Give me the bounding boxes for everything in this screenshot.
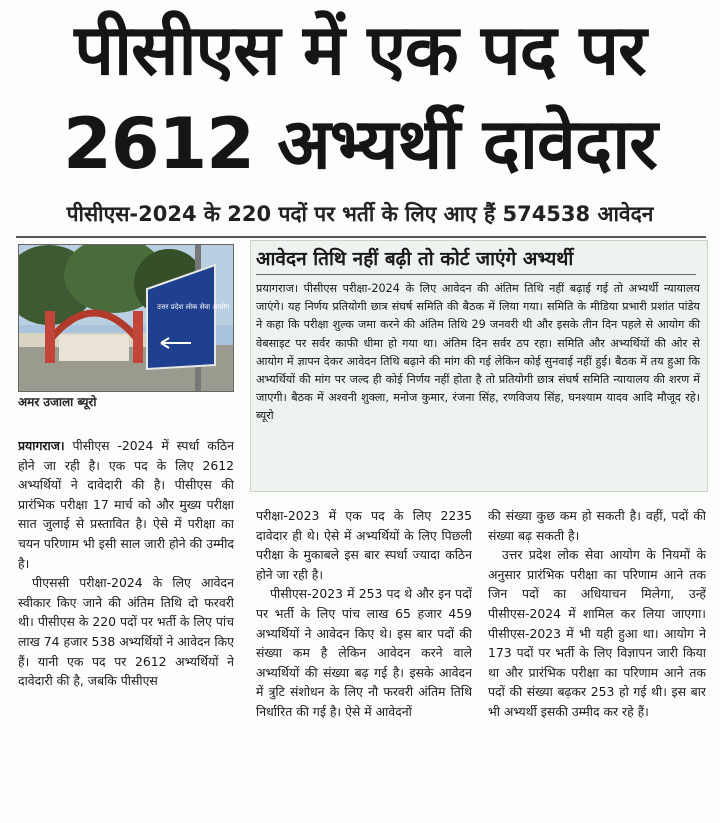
headline-line-1: पीसीएस में एक पद पर	[74, 9, 646, 91]
paragraph: उत्तर प्रदेश लोक सेवा आयोग के नियमों के अनुसार प्रारंभिक परीक्षा का परिणाम आने तक जिन पदों का अधियाचन मिलेगा, उन्हें पीसीएस-2024 में शामिल कर लिया जाएगा। पीसीएस-2023 में भी यही हुआ था। आयोग ने 173 पदों पर भर्ती के लिए विज्ञापन जारी किया था और प्रारंभिक परीक्षा का परिणाम आने तक पदों की संख्या बढ़कर 253 हो गई थी। इस बार भी अभ्यर्थी इसकी उम्मीद कर रहे हैं।	[488, 547, 706, 719]
dateline: प्रयागराज।	[18, 438, 65, 453]
article-column-3	[488, 506, 706, 820]
sidebar-box-body: प्रयागराज। पीसीएस परीक्षा-2024 के लिए आवेदन की अंतिम तिथि नहीं बढ़ाई गई तो अभ्यर्थी न्यायालय जाएंगे। यह निर्णय प्रतियोगी छात्र संघर्ष समिति की बैठक में लिया गया। समिति के मीडिया प्रभारी प्रशांत पांडेय ने कहा कि परीक्षा शुल्क जमा करने की अंतिम तिथि 29 जनवरी थी और इसके तीन दिन पहले से आयोग की वेबसाइट पर सर्वर काफी धीमा हो गया था। अंतिम दिन सर्वर ठप रहा। समिति और अभ्यर्थियों की ओर से आयोग में ज्ञापन देकर आवेदन तिथि बढ़ाने की मांग की गई लेकिन कोई सुनवाई नहीं हुई। बैठक में तय हुआ कि अभ्यर्थियों की मांग पर जल्द ही कोई निर्णय नहीं होता है तो प्रतियोगी छात्र संघर्ष समिति न्यायालय की शरण में जाएगी। बैठक में अश्वनी शुक्ला, मनोज कुमार, रंजना सिंह, रणविजय सिंह, घनश्याम यादव आदि मौजूद रहे। ब्यूरो	[256, 282, 700, 423]
paragraph: पीसीएस -2024 में स्पर्धा कठिन होने जा रही है। एक पद के लिए 2612 अभ्यर्थियों ने दावेदारी की है। पीसीएस की प्रारंभिक परीक्षा 17 मार्च को और मुख्य परीक्षा सात जुलाई से प्रस्तावित है। ऐसे में परीक्षा का चयन परिणाम भी इसी साल जारी होने की उम्मीद है।	[18, 438, 234, 571]
sidebar-box-title: आवेदन तिथि नहीं बढ़ी तो कोर्ट जाएंगे अभ्यर्थी	[256, 244, 696, 275]
subheadline: पीसीएस-2024 के 220 पदों पर भर्ती के लिए आए हैं 574538 आवेदन	[66, 202, 654, 226]
headline-line-2: 2612 अभ्यर्थी दावेदार	[63, 103, 657, 185]
sign-text: उत्तर प्रदेश लोक सेवा आयोग	[157, 303, 230, 311]
photo-credit: अमर उजाला ब्यूरो	[18, 395, 97, 409]
paragraph: की संख्या कुछ कम हो सकती है। वहीं, पदों की संख्या बढ़ सकती है।	[488, 508, 706, 543]
paragraph: परीक्षा-2023 में एक पद के लिए 2235 दावेदार ही थे। ऐसे में अभ्यर्थियों के लिए पिछली परीक्षा के मुकाबले इस बार स्पर्धा ज्यादा कठिन होने जा रही है।	[256, 508, 472, 582]
paragraph: पीएससी परीक्षा-2024 के लिए आवेदन स्वीकार किए जाने की अंतिम तिथि दो फरवरी थी। पीसीएस के 220 पदों पर भर्ती के लिए पांच लाख 74 हजार 538 अभ्यर्थियों ने आवेदन किए हैं। यानी एक पद पर 2612 अभ्यर्थियों ने दावेदारी की है, जबकि पीसीएस	[18, 575, 234, 689]
divider	[16, 236, 706, 238]
paragraph: पीसीएस-2023 में 253 पद थे और इन पदों पर भर्ती के लिए पांच लाख 65 हजार 459 अभ्यर्थियों ने आवेदन किए थे। इस बार पदों की संख्या कम है लेकिन आवेदन करने वाले अभ्यर्थियों की संख्या बढ़ गई है। इसके आवेदन में त्रुटि संशोधन के लिए नौ फरवरी अंतिम तिथि निर्धारित की गई है। ऐसे में आवेदनों	[256, 586, 472, 719]
news-photo	[18, 244, 234, 392]
article-column-1	[18, 436, 234, 820]
article-column-2	[256, 506, 472, 820]
